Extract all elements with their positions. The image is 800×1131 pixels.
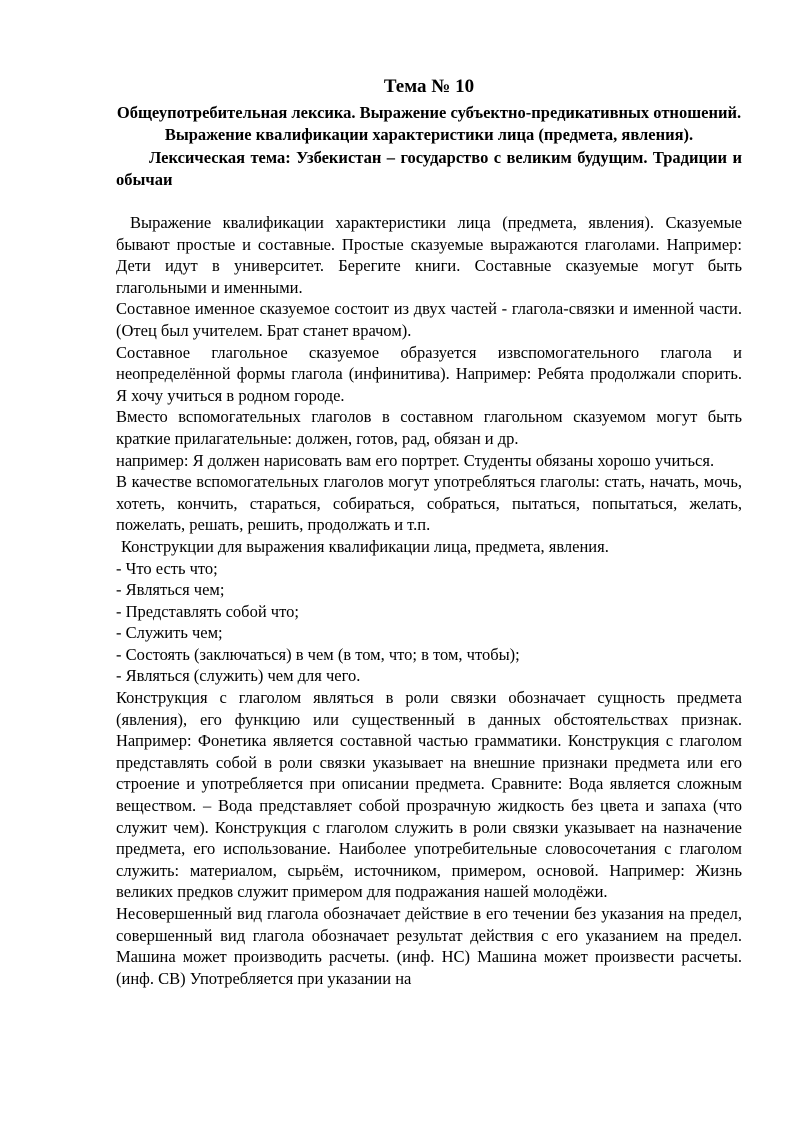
paragraph: Составное глагольное сказуемое образуется извспомогательного глагола и неопределённой формы глагола (инфинитива). Например: Ребята продолжали спорить. Я хочу учиться в родном городе.: [116, 342, 742, 405]
list-item: - Являться чем;: [116, 580, 225, 600]
list-item: - Являться (служить) чем для чего.: [116, 666, 361, 686]
lesson-subtitle: Общеупотребительная лексика. Выражение субъектно-предикативных отношений. Выражение квалификации характеристики лица (предмета, явления).: [116, 103, 742, 144]
paragraph: Конструкция с глаголом являться в роли связки обозначает сущность предмета (явления), его функцию или существенный в данных обстоятельствах признак. Например: Фонетика является составной частью грамматики. Конструкция с глаголом представлять собой в роли связки указывает на внешние признаки предмета или его строение и употребляется при описании предмета. Сравните: Вода является сложным веществом. – Вода представляет собой прозрачную жидкость без цвета и запаха (что служит чем). Конструкция с глаголом служить в роли связки указывает на назначение предмета, его использование. Наиболее употребительные словосочетания с глаголом служить: материалом, сырьём, источником, примером, основой. Например: Жизнь великих предков служит примером для подражания нашей молодёжи.: [116, 688, 742, 902]
paragraph: В качестве вспомогательных глаголов могут употребляться глаголы: стать, начать, мочь, хотеть, кончить, стараться, собираться, собраться, пытаться, попытаться, желать, пожелать, решать, решить, продолжать и т.п.: [116, 472, 742, 535]
paragraph: Несовершенный вид глагола обозначает действие в его течении без указания на предел, совершенный вид глагола обозначает результат действия с его указанием на предел. Машина может производить расчеты. (инф. НС) Машина может произвести расчеты. (инф. СВ) Употребляется при указании на: [116, 904, 742, 988]
document-page: [116, 74, 742, 989]
paragraph: Выражение квалификации характеристики лица (предмета, явления). Сказуемые бывают простые и составные. Простые сказуемые выражаются глаголами. Например: Дети идут в университет. Берегите книги. Составные сказуемые могут быть глагольными и именными.: [116, 213, 742, 297]
document-body: [116, 212, 742, 989]
paragraph: Составное именное сказуемое состоит из двух частей - глагола-связки и именной части. (Отец был учителем. Брат станет врачом).: [116, 299, 742, 340]
paragraph: например: Я должен нарисовать вам его портрет. Студенты обязаны хорошо учиться.: [116, 450, 715, 470]
list-item: - Состоять (заключаться) в чем (в том, что; в том, чтобы);: [116, 644, 520, 664]
list-item: - Что есть что;: [116, 558, 218, 578]
paragraph: Вместо вспомогательных глаголов в составном глагольном сказуемом могут быть краткие прилагательные: должен, готов, рад, обязан и др.: [116, 407, 742, 448]
paragraph: Конструкции для выражения квалификации лица, предмета, явления.: [121, 536, 609, 556]
list-item: - Представлять собой что;: [116, 601, 299, 621]
lexical-topic: Лексическая тема: Узбекистан – государство с великим будущим. Традиции и обычаи: [116, 148, 742, 189]
page-title: Тема № 10: [383, 76, 475, 97]
list-item: - Служить чем;: [116, 623, 223, 643]
